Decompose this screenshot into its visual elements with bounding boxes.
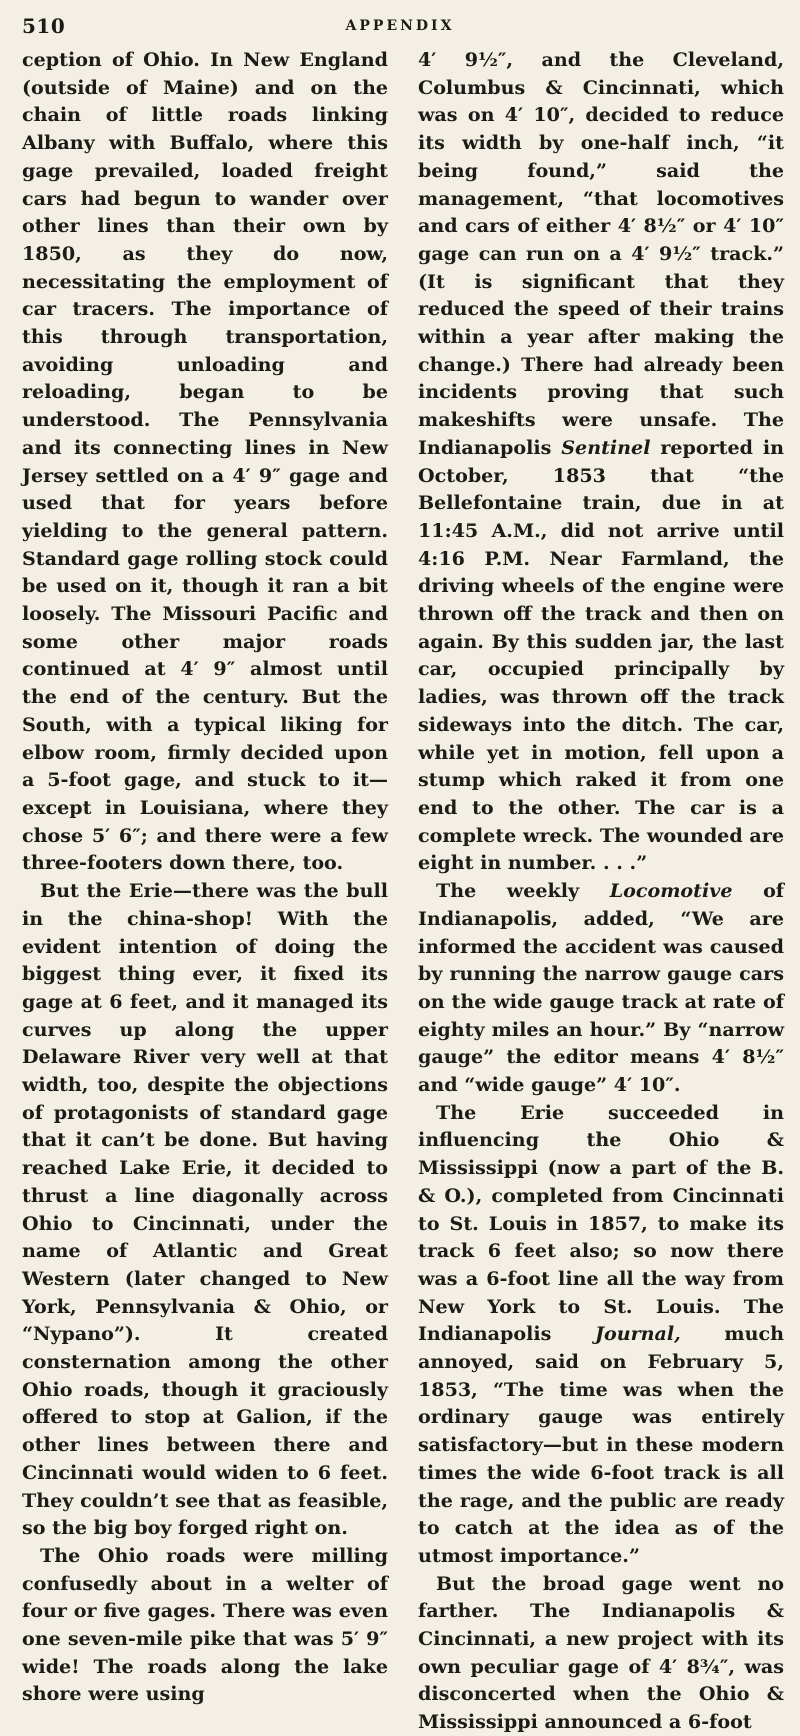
paragraph	[418, 46, 784, 877]
paragraph: But the broad gage went no farther. The Indianapolis & Cincinnati, a new project with its own peculiar gage of 4′ 8¾″, was disconcerted when the Ohio & Mississippi announced a 6-foot	[418, 1571, 784, 1734]
running-head: APPENDIX	[345, 18, 455, 34]
newspaper-title: Locomotive	[609, 879, 733, 903]
paragraph: But the Erie—there was the bull in the china-shop! With the evident intention of doing the biggest thing ever, it fixed its gage at 6 feet, and it managed its curves up along the upper Delaware River very well at that width, too, despite the objections of protagonists of standard gage that it can’t be done. But having reached Lake Erie, it decided to thrust a line diagonally across Ohio to Cincinnati, under the name of Atlantic and Great Western (later changed to New York, Pennsylvania & Ohio, or “Nypano”). It created consternation among the other Ohio roads, though it graciously offered to stop at Galion, if the other lines between there and Cincinnati would widen to 6 feet. They couldn’t see that as feasible, so the big boy forged right on.	[22, 879, 388, 1540]
paragraph	[418, 877, 784, 1099]
paragraph-text: of Indianapolis, added, “We are informed the accident was caused by running the narrow gauge cars on the wide gauge track at rate of eighty miles an hour.” By “narrow gauge” the editor means 4′ 8½″ and “wide gauge” 4′ 10″.	[418, 879, 785, 1097]
paragraph-text: much annoyed, said on February 5, 1853, “The time was when the ordinary gauge was entirely satisfactory—but in these modern times the wide 6-foot track is all the rage, and the public are ready to catch at the idea as of the utmost importance.”	[418, 1322, 784, 1567]
newspaper-title: Sentinel	[561, 435, 651, 459]
paragraph-text: reported in October, 1853 that “the Bellefontaine train, due in at 11:45 A.M., did not arrive until 4:16 P.M. Near Farmland, the driving wheels of the engine were thrown off the track and then on again. By this sudden jar, the last car, occupied principally by ladies, was thrown off the track sideways into the ditch. The car, while yet in motion, fell upon a stump which raked it from one end to the other. The car is a complete wreck. The wounded are eight in number. . . .”	[418, 435, 784, 875]
newspaper-title: Journal,	[594, 1322, 681, 1346]
left-column	[22, 46, 388, 1706]
right-column	[418, 46, 785, 1734]
text-columns	[22, 46, 785, 1734]
paragraph	[418, 1099, 784, 1570]
page-header	[22, 14, 778, 44]
paragraph-text: The Erie succeeded in influencing the Ohio & Mississippi (now a part of the B. & O.), completed from Cincinnati to St. Louis in 1857, to make its track 6 feet also; so now there was a 6-foot line all the way from New York to St. Louis. The Indianapolis	[418, 1100, 784, 1346]
page-number: 510	[22, 14, 66, 38]
paragraph-text: The weekly	[436, 879, 580, 903]
paragraph: ception of Ohio. In New England (outside of Maine) and on the chain of little roads linking Albany with Buffalo, where this gage prevailed, loaded freight cars had begun to wander over other lines than their own by 1850, as they do now, necessitating the employment of car tracers. The importance of this through transportation, avoiding unloading and reloading, began to be understood. The Pennsylvania and its connecting lines in New Jersey settled on a 4′ 9″ gage and used that for years before yielding to the general pattern. Standard gage rolling stock could be used on it, though it ran a bit loosely. The Missouri Pacific and some other major roads continued at 4′ 9″ almost until the end of the century. But the South, with a typical liking for elbow room, firmly decided upon a 5-foot gage, and stuck to it—except in Louisiana, where they chose 5′ 6″; and there were a few three-footers down there, too.	[22, 48, 388, 875]
paragraph-text: 4′ 9½″, and the Cleveland, Columbus & Cincinnati, which was on 4′ 10″, decided to reduce its width by one-half inch, “it being found,” said the management, “that locomotives and cars of either 4′ 8½″ or 4′ 10″ gage can run on a 4′ 9½″ track.” (It is significant that they reduced the speed of their trains within a year after making the change.) There had already been incidents proving that such makeshifts were unsafe. The Indianapolis	[418, 48, 784, 459]
paragraph: The Ohio roads were milling confusedly about in a welter of four or five gages. There was even one seven-mile pike that was 5′ 9″ wide! The roads along the lake shore were using	[22, 1543, 388, 1706]
